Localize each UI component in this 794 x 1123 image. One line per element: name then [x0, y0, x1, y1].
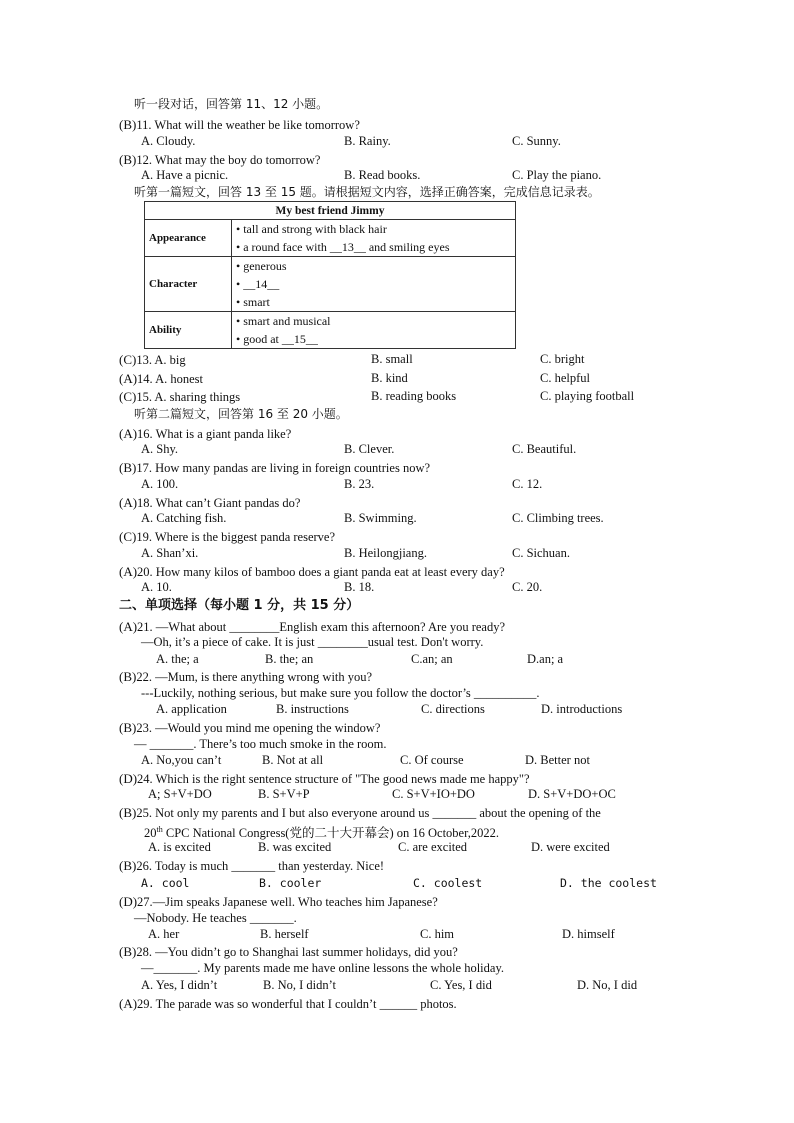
option-b: B. S+V+P [258, 787, 310, 801]
question-stem: 20. How many kilos of bamboo does a giant panda eat at least every day? [137, 565, 505, 579]
question-stem: 27.—Jim speaks Japanese well. Who teaches him Japanese? [137, 895, 438, 909]
blank-15: __15__ [281, 332, 318, 346]
answer-key: (B) [119, 944, 137, 959]
question-23 [119, 720, 380, 736]
question-stem: 13. A. big [136, 353, 186, 367]
info-record-table [144, 201, 516, 349]
option-c: C. S+V+IO+DO [392, 787, 475, 801]
option-d: D. the coolest [560, 876, 657, 890]
ability-line-1: • smart and musical [236, 314, 331, 328]
option-c: C. Beautiful. [512, 442, 577, 456]
answer-key: (A) [119, 426, 138, 441]
option-a: A. application [156, 702, 227, 716]
answer-key: (B) [119, 460, 137, 475]
listening-intro-1: 听一段对话，回答第 11、12 小题。 [134, 97, 329, 111]
blank-13: __13__ [329, 240, 366, 254]
answer-key: (B) [119, 720, 137, 735]
option-b: B. Clever. [344, 442, 395, 456]
option-a: A. the; a [156, 652, 199, 666]
blank-14: __14__ [243, 277, 280, 291]
option-a: A. No,you can’t [141, 753, 222, 767]
option-b: B. the; an [265, 652, 314, 666]
answer-key: (A) [119, 619, 138, 634]
option-a: A. is excited [148, 840, 211, 854]
question-19 [119, 529, 335, 545]
question-line-2 [144, 822, 499, 841]
question-stem: 12. What may the boy do tomorrow? [136, 153, 321, 167]
ability-cell [232, 312, 516, 349]
question-line-2: —_______. My parents made me have online lessons the whole holiday. [141, 961, 505, 975]
option-a: A. Shan’xi. [141, 546, 199, 560]
option-d: D. Better not [525, 753, 590, 767]
answer-key: (D) [119, 894, 138, 909]
listening-intro-2: 听第一篇短文，回答 13 至 15 题。请根据短文内容，选择正确答案，完成信息记录表。 [134, 185, 600, 199]
option-c: C. Climbing trees. [512, 511, 604, 525]
question-stem: 24. Which is the right sentence structure of "The good news made me happy"? [137, 772, 530, 786]
line-text: and smiling eyes [365, 240, 450, 254]
question-11 [119, 117, 360, 133]
option-a: A. 10. [141, 580, 172, 594]
option-d: D. were excited [531, 840, 610, 854]
option-b: B. herself [260, 927, 309, 941]
question-stem: 14. A. honest [137, 372, 204, 386]
character-line-2 [236, 275, 511, 293]
question-25 [119, 805, 601, 821]
question-line-2: —Oh, it’s a piece of cake. It is just ________usual test. Don't worry. [141, 635, 484, 649]
question-stem: 16. What is a giant panda like? [137, 427, 292, 441]
question-stem: 15. A. sharing things [136, 390, 241, 404]
option-d: D. No, I did [577, 978, 638, 992]
question-stem: 18. What can’t Giant pandas do? [137, 496, 301, 510]
question-24 [119, 771, 530, 787]
question-line-2: —Nobody. He teaches _______. [134, 911, 297, 925]
character-cell [232, 257, 516, 312]
answer-key: (C) [119, 352, 137, 367]
option-b: B. instructions [276, 702, 349, 716]
option-b: B. was excited [258, 840, 332, 854]
option-c: C. directions [421, 702, 485, 716]
character-line-1: • generous [236, 259, 287, 273]
option-d: D. himself [562, 927, 615, 941]
option-c: C. Sunny. [512, 134, 561, 148]
answer-key: (C) [119, 529, 137, 544]
table-title: My best friend Jimmy [145, 202, 516, 220]
ability-line-2 [236, 330, 511, 348]
question-16 [119, 426, 291, 442]
answer-key: (B) [119, 152, 137, 167]
option-b: B. Heilongjiang. [344, 546, 427, 560]
line-text: • [236, 277, 244, 291]
option-b: B. reading books [371, 389, 457, 403]
answer-key: (A) [119, 996, 138, 1011]
option-b: B. Read books. [344, 168, 421, 182]
option-b: B. Swimming. [344, 511, 417, 525]
option-c: C. are excited [398, 840, 468, 854]
option-c: C. 20. [512, 580, 543, 594]
listening-intro-3: 听第二篇短文，回答第 16 至 20 小题。 [134, 407, 348, 421]
answer-key: (A) [119, 371, 138, 386]
question-26 [119, 858, 384, 874]
option-b: B. Not at all [262, 753, 324, 767]
row-label-appearance: Appearance [145, 220, 232, 257]
appearance-line-2 [236, 238, 511, 256]
option-c: C. him [420, 927, 455, 941]
answer-key: (C) [119, 389, 137, 404]
appearance-cell [232, 220, 516, 257]
section-heading: 二、单项选择（每小题 1 分，共 15 分） [119, 598, 360, 613]
question-stem: 28. —You didn’t go to Shanghai last summer holidays, did you? [136, 945, 458, 959]
question-14 [119, 371, 203, 387]
line-text: CPC National Congress(党的二十大开幕会) on 16 October,2022. [162, 826, 500, 841]
superscript: th [156, 825, 163, 834]
answer-key: (B) [119, 858, 137, 873]
row-label-character: Character [145, 257, 232, 312]
option-b: B. No, I didn’t [263, 978, 337, 992]
option-b: B. kind [371, 371, 408, 385]
answer-key: (B) [119, 117, 137, 132]
option-b: B. small [371, 352, 413, 366]
option-c: C. helpful [540, 371, 590, 385]
question-27 [119, 894, 438, 910]
question-20 [119, 564, 505, 580]
question-21 [119, 619, 505, 635]
option-c: C. 12. [512, 477, 543, 491]
option-a: A. Have a picnic. [141, 168, 229, 182]
option-c: C. Sichuan. [512, 546, 570, 560]
answer-key: (A) [119, 495, 138, 510]
option-c: C.an; an [411, 652, 453, 666]
question-stem: 22. —Mum, is there anything wrong with you? [136, 670, 373, 684]
appearance-line-1: • tall and strong with black hair [236, 222, 387, 236]
question-stem: 17. How many pandas are living in foreign countries now? [136, 461, 431, 475]
option-c: C. bright [540, 352, 585, 366]
question-line-2: ---Luckily, nothing serious, but make sure you follow the doctor’s __________. [141, 686, 540, 700]
question-18 [119, 495, 300, 511]
answer-key: (D) [119, 771, 138, 786]
question-28 [119, 944, 458, 960]
question-17 [119, 460, 430, 476]
option-b: B. 18. [344, 580, 375, 594]
answer-key: (B) [119, 805, 137, 820]
line-text: • a round face with [236, 240, 330, 254]
option-a: A. Shy. [141, 442, 179, 456]
option-c: C. Play the piano. [512, 168, 602, 182]
option-a: A. Cloudy. [141, 134, 196, 148]
option-c: C. playing football [540, 389, 635, 403]
option-b: B. cooler [259, 876, 322, 890]
question-line-2: — _______. There’s too much smoke in the room. [134, 737, 387, 751]
question-15 [119, 389, 240, 405]
question-stem: 21. —What about ________English exam this afternoon? Are you ready? [137, 620, 506, 634]
question-stem: 19. Where is the biggest panda reserve? [136, 530, 335, 544]
option-a: A. Yes, I didn’t [141, 978, 218, 992]
row-label-ability: Ability [145, 312, 232, 349]
question-stem: 23. —Would you mind me opening the window? [136, 721, 381, 735]
option-c: C. Yes, I did [430, 978, 492, 992]
option-b: B. 23. [344, 477, 375, 491]
option-a: A; S+V+DO [148, 787, 212, 801]
question-stem: 29. The parade was so wonderful that I couldn’t ______ photos. [137, 997, 457, 1011]
option-a: A. 100. [141, 477, 179, 491]
option-c: C. Of course [400, 753, 464, 767]
option-d: D. S+V+DO+OC [528, 787, 616, 801]
line-text: • good at [236, 332, 282, 346]
answer-key: (A) [119, 564, 138, 579]
question-stem: 26. Today is much _______ than yesterday. Nice! [136, 859, 385, 873]
option-b: B. Rainy. [344, 134, 391, 148]
option-a: A. Catching fish. [141, 511, 227, 525]
question-stem: 25. Not only my parents and I but also everyone around us _______ about the opening of the [136, 806, 601, 820]
answer-key: (B) [119, 669, 137, 684]
option-d: D.an; a [527, 652, 564, 666]
question-stem: 11. What will the weather be like tomorrow? [136, 118, 360, 132]
question-12 [119, 152, 320, 168]
option-a: A. her [148, 927, 180, 941]
character-line-3: • smart [236, 295, 270, 309]
question-13 [119, 352, 186, 368]
question-29 [119, 996, 457, 1012]
question-22 [119, 669, 372, 685]
option-a: A. cool [141, 876, 190, 890]
line-text: 20 [144, 826, 157, 841]
option-d: D. introductions [541, 702, 623, 716]
option-c: C. coolest [413, 876, 483, 890]
